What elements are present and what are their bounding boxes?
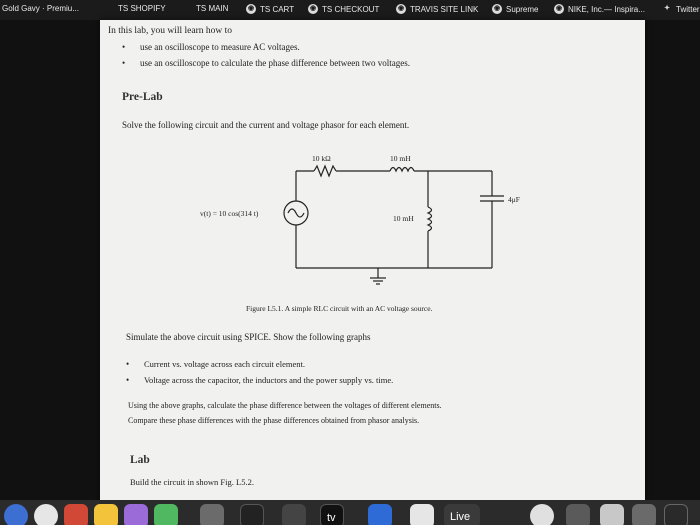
graph-item: Voltage across the capacitor, the inductors and the power supply vs. time. <box>144 375 394 385</box>
analysis-text-2: Compare these phase differences with the phase differences obtained from phasor analysis. <box>128 416 420 425</box>
bullet-icon: • <box>126 375 130 385</box>
safari-icon[interactable] <box>34 504 58 525</box>
inductor-coils <box>390 168 414 172</box>
graph-item: Current vs. voltage across each circuit element. <box>144 359 305 369</box>
simulate-text: Simulate the above circuit using SPICE. Show the following graphs <box>126 332 371 342</box>
app-icon[interactable] <box>124 504 148 525</box>
bookmark-twitter[interactable] <box>662 4 700 14</box>
notes-icon[interactable] <box>94 504 118 525</box>
trash-icon[interactable] <box>664 504 688 525</box>
source-label: v(t) = 10 cos(314 t) <box>200 209 259 218</box>
resistor-label: 10 kΩ <box>312 154 331 163</box>
bullet-icon: • <box>122 58 126 68</box>
figure-caption: Figure L5.1. A simple RLC circuit with an AC voltage source. <box>246 304 433 313</box>
music-icon[interactable] <box>282 504 306 525</box>
bookmark-supreme[interactable] <box>492 4 538 14</box>
globe-icon: ◉ <box>397 5 405 12</box>
app-icon[interactable] <box>410 504 434 525</box>
bookmark-ts-checkout[interactable] <box>308 4 379 14</box>
prelab-heading: Pre-Lab <box>122 91 163 103</box>
objective-item: use an oscilloscope to measure AC voltages. <box>140 42 300 52</box>
globe-icon: ◉ <box>247 5 255 12</box>
bookmark-nike[interactable] <box>554 4 645 14</box>
twitter-icon: ✦ <box>664 5 670 12</box>
system-preferences-icon[interactable] <box>200 504 224 525</box>
capacitor-label: 4μF <box>508 195 520 204</box>
bookmark-ts-main[interactable] <box>196 4 228 13</box>
globe-icon: ◉ <box>555 5 563 12</box>
bookmark-travis-site-link[interactable] <box>396 4 478 14</box>
app-icon[interactable] <box>530 504 554 525</box>
live-label: Live <box>450 511 471 523</box>
app-icon[interactable] <box>4 504 28 525</box>
bullet-icon: • <box>122 42 126 52</box>
resistor-zigzag <box>314 166 336 176</box>
bookmark-label: Supreme <box>506 4 539 14</box>
bookmark-ts-cart[interactable] <box>246 4 294 14</box>
tv-label: tv <box>327 512 336 524</box>
bookmark-label: TS CHECKOUT <box>322 4 380 14</box>
app-icon[interactable] <box>368 504 392 525</box>
analysis-text-1: Using the above graphs, calculate the phase difference between the voltages of different elements. <box>128 401 442 410</box>
bookmark-label: Gold Gavy · Premiu... <box>2 4 79 13</box>
bookmark-label: NIKE, Inc.— Inspira... <box>568 4 645 14</box>
messages-icon[interactable] <box>154 504 178 525</box>
inductor-bottom-label: 10 mH <box>393 214 414 223</box>
apple-tv-icon[interactable] <box>320 504 344 525</box>
bookmarks-bar <box>0 0 700 20</box>
lab-text: Build the circuit in shown Fig. L5.2. <box>130 477 254 487</box>
bullet-icon: • <box>126 359 130 369</box>
globe-icon: ◉ <box>493 5 501 12</box>
app-icon[interactable] <box>240 504 264 525</box>
inductor-coils <box>428 207 432 231</box>
globe-icon: ◉ <box>309 5 317 12</box>
bookmark-label: TRAVIS SITE LINK <box>410 4 479 14</box>
bookmark-label: Twitter <box>676 4 700 14</box>
ableton-live-icon[interactable] <box>444 504 480 525</box>
bookmark-ts-shopify[interactable] <box>118 4 166 13</box>
app-icon[interactable] <box>566 504 590 525</box>
dock <box>0 500 700 525</box>
document-page <box>100 20 645 508</box>
bookmark-gold-gavy[interactable] <box>2 4 79 13</box>
app-icon[interactable] <box>600 504 624 525</box>
prelab-text: Solve the following circuit and the current and voltage phasor for each element. <box>122 120 410 130</box>
calendar-icon[interactable] <box>64 504 88 525</box>
lab-heading: Lab <box>130 454 150 466</box>
bookmark-label: TS CART <box>260 4 295 14</box>
bookmark-label: TS SHOPIFY <box>118 4 166 13</box>
bookmark-label: TS MAIN <box>196 4 229 13</box>
inductor-top-label: 10 mH <box>390 154 411 163</box>
rlc-circuit-diagram <box>100 20 645 310</box>
objective-item: use an oscilloscope to calculate the phase difference between two voltages. <box>140 58 410 68</box>
app-icon[interactable] <box>632 504 656 525</box>
intro-text: In this lab, you will learn how to <box>108 26 233 36</box>
sine-icon <box>288 209 304 217</box>
